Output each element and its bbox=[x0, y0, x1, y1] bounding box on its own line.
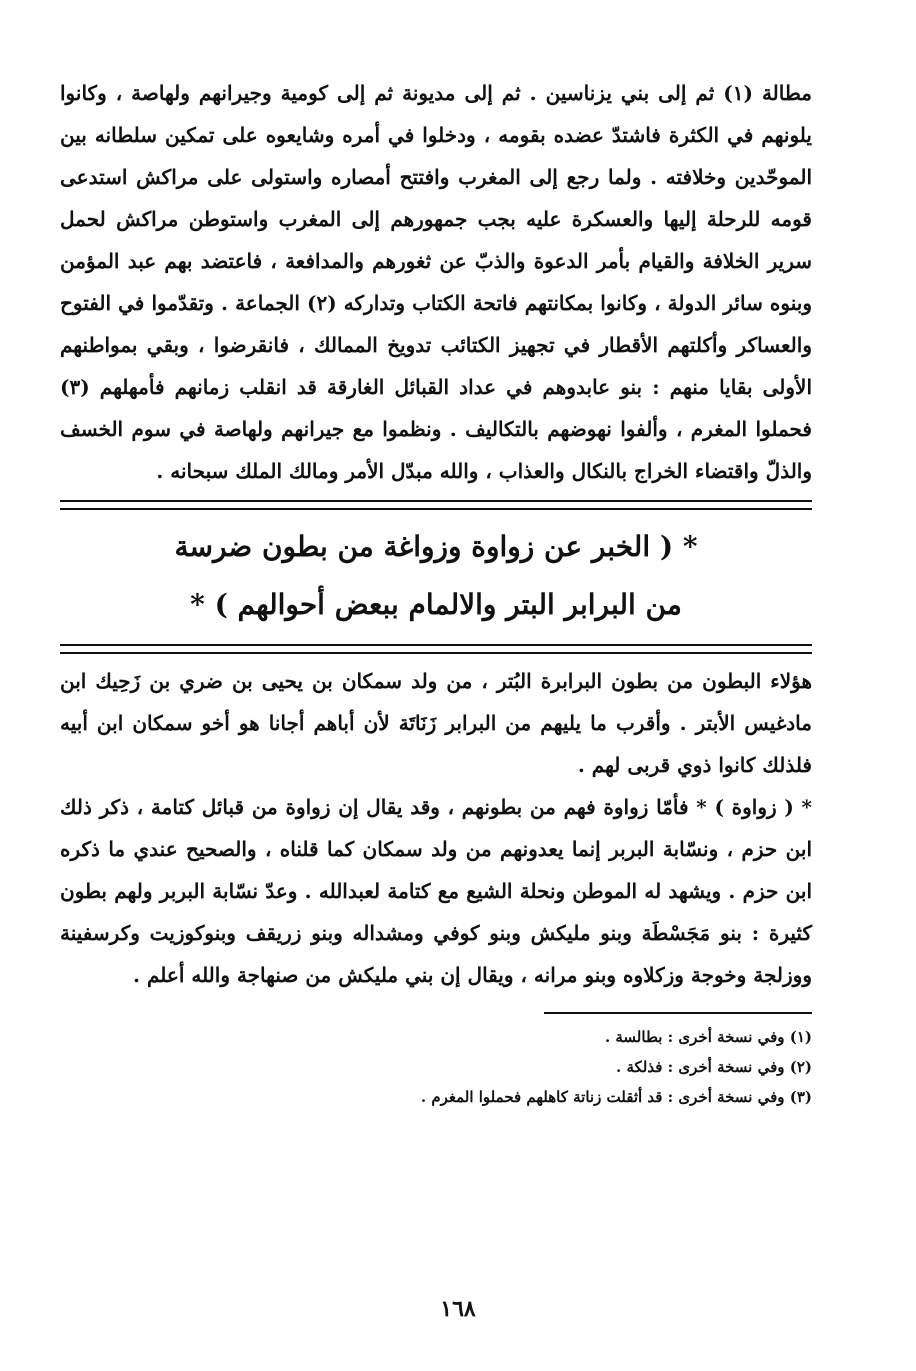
top-paragraph: مطالة (١) ثم إلى بني يزناسين . ثم إلى مديونة ثم إلى كومية وجيرانهم ولهاصة ، وكانوا يلونهم في الكثرة فاشتدّ عضده بقومه ، ودخلوا في أمره وشايعوه على تمكين سلطانه بين الموحّدين وخلافته . ولما رجع إلى المغرب وافتتح أمصاره واستولى على مراكش استدعى قومه للرحلة إليها والعسكرة عليه بجب جمهورهم إلى المغرب واستوطن مراكش لحمل سرير الخلافة والقيام بأمر الدعوة والذبّ عن ثغورهم والمدافعة ، فاعتضد بهم عبد المؤمن وبنوه سائر الدولة ، وكانوا بمكانتهم فاتحة الكتاب وتداركه (٢) الجماعة . وتقدّموا في الفتوح والعساكر وأكلتهم الأقطار في تجهيز الكتائب تدويخ الممالك ، فانقرضوا ، وبقي بمواطنهم الأولى بقايا منهم : بنو عابدوهم في عداد القبائل الغارقة قد انقلب زمانهم فأمهلهم (٣) فحملوا المغرم ، وألفوا نهوضهم بالتكاليف . ونظموا مع جيرانهم ولهاصة في سوم الخسف والذلّ واقتضاء الخراج بالنكال والعذاب ، والله مبدّل الأمر ومالك الملك سبحانه . bbox=[60, 81, 812, 483]
footnote-1: (١) وفي نسخة أخرى : بطالسة . bbox=[604, 1028, 812, 1046]
footnote-3: (٣) وفي نسخة أخرى : قد أثقلت زناتة كاهلهم فحملوا المغرم . bbox=[420, 1088, 812, 1106]
footnote-separator bbox=[544, 1012, 812, 1014]
heading-line-2: من البرابر البتر والالمام ببعض أحوالهم ) * bbox=[190, 588, 682, 621]
heading-top-rule bbox=[60, 500, 812, 510]
page-content bbox=[60, 72, 812, 1112]
page-number: ١٦٨ bbox=[440, 1296, 476, 1322]
footnote-2: (٢) وفي نسخة أخرى : فذلكة . bbox=[616, 1058, 812, 1076]
heading-line-1: * ( الخبر عن زواوة وزواغة من بطون ضرسة bbox=[174, 530, 698, 563]
body-paragraph-2: * ( زواوة ) * فأمّا زواوة فهم من بطونهم ، وقد يقال إن زواوة من قبائل كتامة ، ذكر ذلك ابن حزم ، ونسّابة البربر إنما يعدونهم من ولد سمكان كما قلناه ، والصحيح عندي ما ذكره ابن حزم . ويشهد له الموطن ونحلة الشيع مع كتامة لعبدالله . وعدّ نسّابة البربر ولهم بطون كثيرة : بنو مَجَسْطَة وبنو مليكش وبنو كوفي ومشداله وبنو زريقف وبنوكوزيت وكرسفينة ووزلجة وخوجة وزكلاوه وبنو مرانه ، ويقال إن بني مليكش من صنهاجة والله أعلم . bbox=[60, 795, 812, 987]
section-heading bbox=[60, 510, 812, 644]
heading-bottom-rule bbox=[60, 644, 812, 654]
body-paragraph-1: هؤلاء البطون من بطون البرابرة البُتر ، من ولد سمكان بن يحيى بن ضري بن زَحِيك ابن مادغيس الأبتر . وأقرب ما يليهم من البرابر زَنَاتَة لأن أباهم أجانا هو أخو سمكان ابن أبيه فلذلك كانوا ذوي قربى لهم . bbox=[60, 669, 812, 777]
